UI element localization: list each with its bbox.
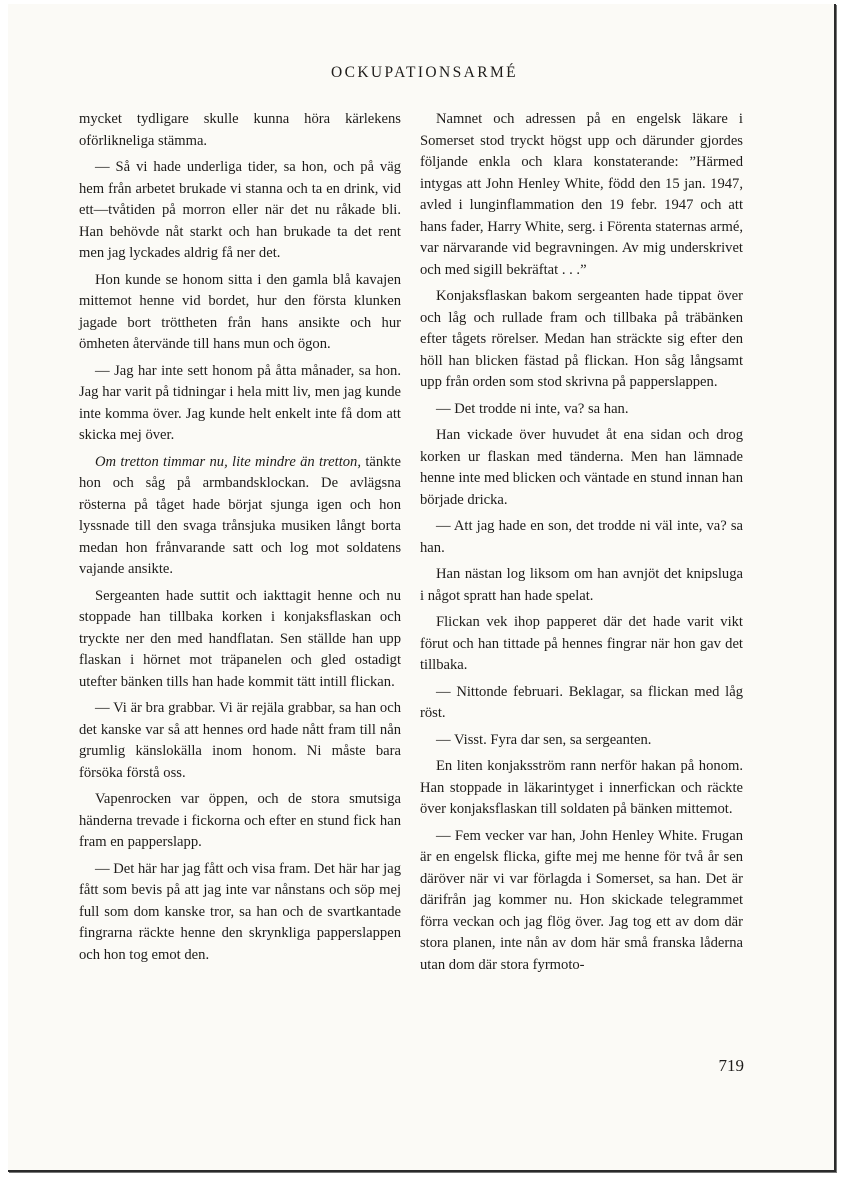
paragraph: — Fem vecker var han, John Henley White. Frugan är en engelsk flicka, gifte mej me henne för två år sen däröver när vi var förlagda i Somerset, sa han. Det är därifrån jag kommer nu. Hon skickade telegrammet förra veckan och jag flög över. Jag tog ett av dom där stora planen, inte nån av dom här små franska låderna utan dom där stora fyrmoto- (420, 827, 743, 973)
paragraph: — Det här har jag fått och visa fram. Det här har jag fått som bevis på att jag inte var nånstans och söp mej full som dom kanske tror, sa han och de svartkantade fingrarna räckte henne den skrynkliga papperslappen och hon tog emot den. (79, 860, 401, 963)
paragraph: — Jag har inte sett honom på åtta månader, sa hon. Jag har varit på tidningar i hela mitt liv, men jag kunde inte komma över. Jag kunde helt enkelt inte få dom att skicka mej över. (79, 362, 401, 443)
right-column (420, 109, 743, 981)
paragraph: Sergeanten hade suttit och iakttagit henne och nu stoppade han tillbaka korken i konjaksflaskan och tryckte ner den med handflatan. Sen ställde han upp flaskan i hörnet mot träpanelen och gled ostadigt utefter bänken tills han hade kommit tätt intill flickan. (79, 587, 401, 690)
running-head: OCKUPATIONSARMÉ (330, 64, 518, 81)
paragraph: mycket tydligare skulle kunna höra kärlekens oförlikneliga stämma. (79, 111, 401, 149)
paragraph: — Vi är bra grabbar. Vi är rejäla grabbar, sa han och det kanske var så att hennes ord hade nått fram till nån grumlig känslokälla inom honom. Ni måste bara försöka förstå oss. (79, 700, 401, 781)
paragraph: — Så vi hade underliga tider, sa hon, och på väg hem från arbetet brukade vi stanna och ta en drink, vid ett—tvåtiden på morron eller när det nu råkade bli. Han behövde nåt starkt och han brukade ta det rent men jag lyckades aldrig få ner det. (79, 159, 401, 261)
page-number: 719 (718, 1056, 744, 1075)
paragraph: Konjaksflaskan bakom sergeanten hade tippat över och låg och rullade fram och tillbaka på träbänken efter tågets rörelser. Medan han sträckte sig efter den höll han blicken fästad på flickan. Hon såg långsamt upp från orden som stod skrivna på papperslappen. (420, 288, 743, 390)
paragraph: Namnet och adressen på en engelsk läkare i Somerset stod tryckt högst upp och därunder gjordes följande enkla och klara konstaterande: ”Härmed intygas att John Henley White, född den 15 jan. 1947, avled i lunginflammation den 19 febr. 1947 och att hans fader, Harry White, serg. i Förenta staternas armé, var närvarande vid begravningen. Av mig underskrivet och med sigill bekräftat . . .” (420, 111, 743, 278)
paragraph (79, 452, 401, 581)
paragraph: Flickan vek ihop papperet där det hade varit vikt förut och han tittade på hennes fingrar när hon gav det tillbaka. (420, 614, 743, 673)
paragraph: Vapenrocken var öppen, och de stora smutsiga händerna trevade i fickorna och efter en stund fick han fram en papperslapp. (79, 791, 401, 850)
left-column (79, 109, 401, 971)
paragraph: En liten konjaksström rann nerför hakan på honom. Han stoppade in läkarintyget i innerfickan och räckte över konjaksflaskan till soldaten på bänken mittemot. (420, 758, 743, 817)
paragraph: — Att jag hade en son, det trodde ni väl inte, va? sa han. (420, 518, 743, 556)
paragraph: — Det trodde ni inte, va? sa han. (436, 400, 629, 417)
paragraph: — Nittonde februari. Beklagar, sa flickan med låg röst. (420, 683, 743, 721)
paragraph-text: tänkte hon och såg på armbandsklockan. De avlägsna rösterna på tåget hade börjat sjunga igen och hon lyssnade till den svaga trånsjuka musiken långt borta medan hon frånvarande satt och log mot soldatens vajande ansikte. (79, 453, 401, 577)
paragraph: — Visst. Fyra dar sen, sa sergeanten. (436, 731, 652, 748)
paragraph: Han vickade över huvudet åt ena sidan och drog korken ur flaskan med tänderna. Men han lämnade henne inte med blicken och väntade en stund innan han började dricka. (420, 427, 743, 508)
italic-phrase: Om tretton timmar nu, lite mindre än tretton, (95, 453, 362, 470)
paragraph: Hon kunde se honom sitta i den gamla blå kavajen mittemot henne vid bordet, hur den första klunken jagade bort tröttheten från hans ansikte och hur ömheten återvände till hans mun och ögon. (79, 271, 401, 352)
paragraph: Han nästan log liksom om han avnjöt det knipsluga i något spratt han hade spelat. (420, 566, 743, 604)
